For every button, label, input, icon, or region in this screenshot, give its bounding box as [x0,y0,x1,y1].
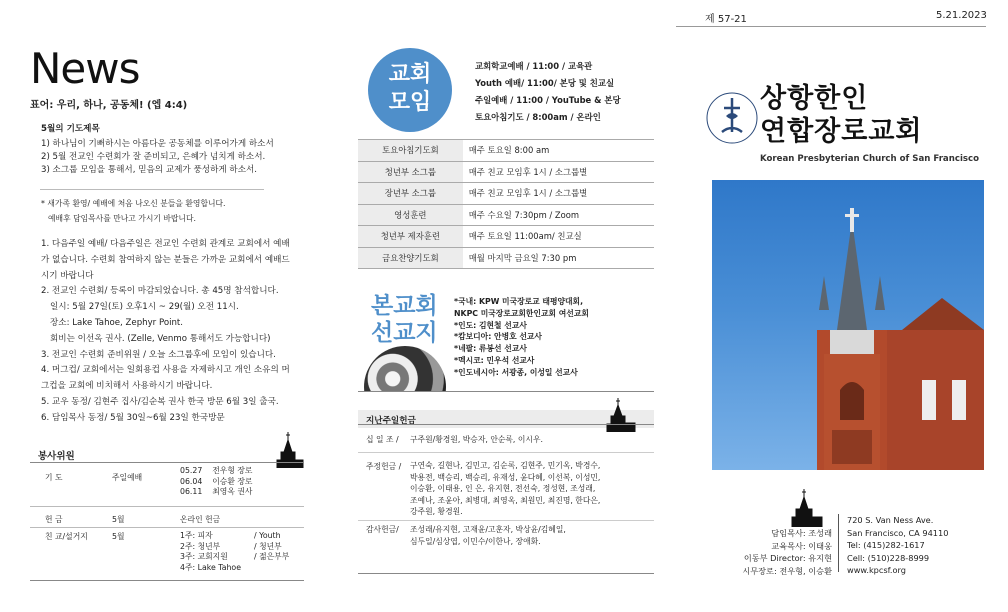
mission-item: NKPC 미국장로교회한인교회 여선교회 [454,308,589,318]
prayer-item: 2) 5월 전교인 수련회가 잘 준비되고, 은혜가 넘치게 하소서. [41,151,266,162]
announcement-line: 1. 다음주일 예배/ 다음주일은 전교인 수련회 관계로 교회에서 예배 [41,239,290,249]
announcement-line: 2. 전교인 수련회/ 등록이 마감되었습니다. 총 45명 참석합니다. [41,286,279,297]
cell-phone: Cell: (510)228-8999 [847,552,930,563]
table-row: 금요찬양기도회 매월 마지막 금요일 7:30 pm [358,247,654,269]
staff-item: 담임목사: 조성래 [771,528,832,538]
announcement-line: 회비는 이선옥 권사. (Zelle, Venmo 통해서도 가능합니다) [50,333,271,344]
worship-item: 토요아침기도 / 8:00am / 온라인 [475,112,601,122]
staff-list [700,527,832,577]
header-rule [676,26,986,27]
thanks-offering-label: 감사헌금/ [366,525,399,534]
contact-divider [838,514,839,572]
mission-item: *네팔: 류봉선 선교사 [454,344,527,354]
kitchen-duty-label: 친 교/설거지 [45,532,88,541]
church-name: 상항한인 연합장로교회 [760,83,923,147]
service-rule-top [30,462,304,463]
prayer-item: 1) 하나님이 기뻐하시는 아름다운 공동체를 이루어가게 하소서 [41,138,274,149]
weekly-offering-label: 주정헌금 / [366,462,402,471]
missions-title: 본교회 선교지 [371,293,438,346]
prayer-duty-list [180,466,252,498]
service-title: 봉사위원 [38,451,75,462]
kitchen-duty-row: 4주: Lake Tahoe [180,562,241,572]
offering-duty-month: 5월 [112,515,125,524]
meeting-schedule-table [358,139,654,269]
welcome-line: * 새가족 환영/ 예배에 처음 나오신 분들을 환영합니다. [41,199,226,208]
table-row: 영성훈련 매주 수요일 7:30pm / Zoom [358,204,654,226]
church-building-illustration [712,180,984,470]
staff-item: 교육목사: 이태웅 [771,540,832,551]
prayer-duty-row: 06.04 이승환 장로 [180,476,253,486]
prayer-duty-row: 06.11 최영옥 권사 [180,487,253,496]
church-english-name: Korean Presbyterian Church of San Francisco [760,154,979,164]
worship-list [475,58,621,126]
kitchen-duty-row: 1주: 피자 / Youth [180,531,281,540]
kitchen-duty-row: 2주: 청년부 / 청년부 [180,541,282,551]
worship-item: 교회학교예배 / 11:00 / 교육관 [475,61,593,71]
table-row: 토요아침기도회 매주 토요일 8:00 am [358,140,654,162]
address-line: 720 S. Van Ness Ave. [847,515,934,525]
tithe-label: 십 일 조 / [366,435,399,444]
weekly-offering-names: 구연숙, 길현나, 김민고, 김순록, 김현주, 민기옥, 박경수, 박용전, 백승리, 백승리, 유재성, 윤다혜, 이선복, 이성민, 이승환, 이태용, 인 은, 유지현, 전선숙, 정성현, 조성래, 조예나, 조윤아, 최병대, 최영옥, 최원민, 최진명, 한다은, 강주원, 황경원. [410,461,601,516]
announcement-line: 장소: Lake Tahoe, Zephyr Point. [50,317,184,328]
announcement-line: 6. 담임목사 동정/ 5월 30일~6월 23일 한국방문 [41,412,225,423]
issue-date: 5.21.2023 [936,10,987,21]
kitchen-duty-row: 3주: 교회지원 / 젊은부부 [180,552,290,561]
announcement-line: 그컵을 교회에 비치해서 사용하시기 바랍니다. [41,381,213,392]
volume-number: 제 57-21 [705,14,747,25]
worship-item: Youth 예배/ 11:00/ 본당 및 친교실 [475,78,615,88]
mission-item: *인도네시아: 서광종, 이성일 선교사 [454,367,578,377]
church-building-photo [712,180,984,470]
meetings-badge-line: 모임 [388,90,432,115]
address-line: San Francisco, CA 94110 [847,527,949,538]
missions-list [454,296,589,379]
announcements [41,237,290,427]
prayer-duty-kind: 주일예배 [112,473,143,482]
mission-item: *인도: 김현철 선교사 [454,320,527,330]
announcement-line: 시기 바랍니다 [41,270,94,281]
table-row: 청년부 제자훈련 매주 토요일 11:00am/ 친교실 [358,226,654,248]
church-steeple-icon [790,487,824,527]
prayer-duty-label: 기 도 [45,473,63,482]
worship-item: 주일예배 / 11:00 / YouTube & 본당 [475,95,621,105]
prayer-title: 5월의 기도제목 [41,124,100,134]
phone: Tel: (415)282-1617 [847,540,925,550]
staff-item: 이동부 Director: 유지현 [743,553,832,563]
mission-item: *국내: KPW 미국장로교 태평양대회, [454,297,584,306]
offerings-title: 지난주일헌금 [366,416,416,426]
missions-rule [358,391,654,392]
contact-info [847,514,948,577]
mission-item: *캄보디아: 안병호 선교사 [454,332,542,342]
news-motto: 표어: 우리, 하나, 공동체! (엡 4:4) [30,100,188,111]
kitchen-duty-list [180,531,289,573]
welcome-line: 예배후 담임목사를 만나고 가시기 바랍니다. [48,214,196,223]
table-row: 청년부 소그룹 매주 친교 모임후 1시 / 소그룹별 [358,161,654,183]
service-rule-bottom [30,580,304,581]
announcement-line: 5. 교우 동정/ 김현주 집사/김순복 권사 한국 방문 6월 3일 출국. [41,396,279,407]
offering-duty-label: 헌 금 [45,515,63,524]
service-rule [30,527,304,528]
meetings-badge-line: 교회 [388,62,432,87]
meetings-badge [368,48,452,132]
announcement-line: 4. 머그컵/ 교회에서는 일회용컵 사용을 자제하시고 개인 소유의 머 [41,365,290,376]
announcement-line: 3. 전교인 수련회 준비위원 / 오늘 소그룹후에 모임이 있습니다. [41,349,276,360]
announcement-line: 가 없습니다. 수련회 참여하지 않는 분들은 가까운 교회에서 예배드 [41,254,290,265]
mission-item: *멕시코: 민우석 선교사 [454,355,535,365]
welcome-note [41,196,226,226]
prayer-section [41,122,274,177]
kitchen-duty-month: 5월 [112,532,125,541]
announcement-line: 일시: 5월 27일(토) 오후1시 ~ 29(월) 오전 11시. [50,302,239,313]
prayer-duty-row: 05.27 전우형 장로 [180,466,253,475]
presbyterian-seal-logo [704,88,760,148]
thanks-offering-names: 조성래/유지현, 고재윤/고훈자, 박상윤/김혜일, 심두일/심상엽, 이민수/이한나, 장애화. [410,525,566,546]
staff-item: 시무장로: 전우형, 이승환 [742,565,832,576]
website-link[interactable]: www.kpcsf.org [847,565,906,575]
table-row: 장년부 소그룹 매주 친교 모임후 1시 / 소그룹별 [358,183,654,205]
news-title: News [30,44,140,93]
prayer-divider [40,189,264,190]
tithe-names: 구주원/황경원, 박승자, 안순록, 이시우. [410,435,543,444]
offering-duty-person: 온라인 헌금 [180,515,221,524]
service-rule [30,506,304,507]
prayer-item: 3) 소그룹 모임을 통해서, 믿음의 교제가 풍성하게 하소서. [41,164,258,175]
